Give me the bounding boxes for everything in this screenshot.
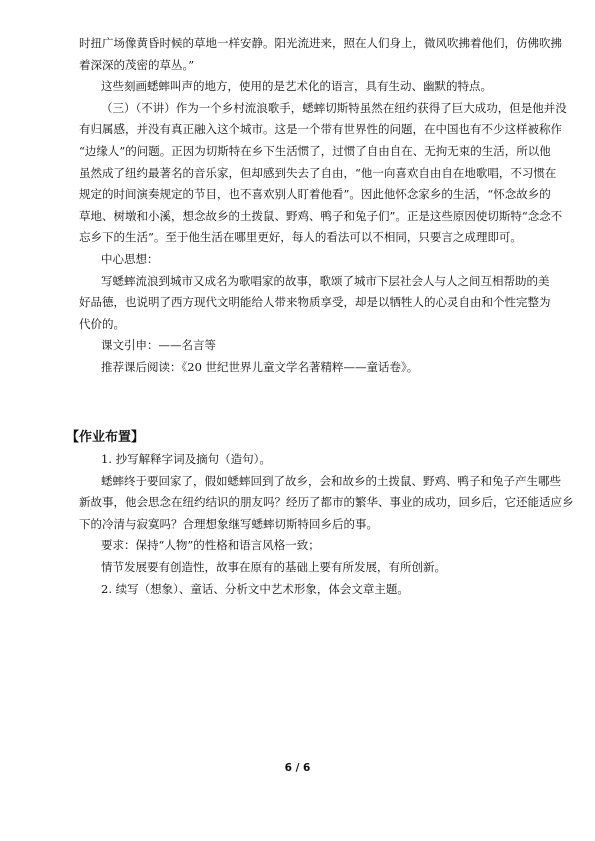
section-heading: 【作业布置】 xyxy=(66,430,145,445)
page-number: 6 / 6 xyxy=(284,762,311,774)
text-line: 新故事，他会思念在纽约结识的朋友吗？经历了都市的繁华、事业的成功，回乡后，它还能适应乡 xyxy=(79,495,574,510)
text-line: 着深深的茂密的草丛。” xyxy=(79,57,195,72)
text-line: 推荐课后阅读：《20 世纪世界儿童文学名著精粹——童话卷》。 xyxy=(101,359,419,374)
text-line: 课文引申：——名言等 xyxy=(101,338,216,353)
text-line: 规定的时间演奏规定的节目，也不喜欢别人盯着他看”。因此他怀念家乡的生活，“怀念故乡的 xyxy=(79,187,551,202)
text-line: （三）（不讲）作为一个乡村流浪歌手，蟋蟀切斯特虽然在纽约获得了巨大成功，但是他并没 xyxy=(101,100,567,115)
text-line: 情节发展要有创造性，故事在原有的基础上要有所发展，有所创新。 xyxy=(101,559,446,574)
text-line: 草地、树墩和小溪，想念故乡的土拨鼠、野鸡、鸭子和兔子们”。正是这些原因使切斯特“念念不 xyxy=(79,208,563,223)
lesson-text xyxy=(79,33,567,379)
text-line: 1. 抄写解释字词及摘句（造句）。 xyxy=(101,452,271,466)
text-line: “边缘人”的问题。正因为切斯特在乡下生活惯了，过惯了自由自在、无拘无束的生活，所以他 xyxy=(79,143,551,158)
text-line: 2. 续写（想象）、童话、分析文中艺术形象，体会文章主题。 xyxy=(101,581,409,596)
text-line: 这些刻画蟋蟀叫声的地方，使用的是艺术化的语言，具有生动、幽默的特点。 xyxy=(101,79,492,94)
homework-text xyxy=(79,449,574,600)
text-line: 虽然成了纽约最著名的音乐家，但却感到失去了自由，“他一向喜欢自由自在地歌唱，不习惯在 xyxy=(79,165,557,180)
text-line: 忘乡下的生活”。至于他生活在哪里更好，每人的看法可以不相同，只要言之成理即可。 xyxy=(79,230,522,245)
text-line: 好品德，也说明了西方现代文明能给人带来物质享受，却是以牺牲人的心灵自由和个性完整为 xyxy=(79,295,551,310)
text-line: 写蟋蟀流浪到城市又成名为歌唱家的故事，歌颂了城市下层社会人与人之间互相帮助的美 xyxy=(101,273,550,288)
text-line: 有归属感，并没有真正融入这个城市。这是一个带有世界性的问题，在中国也有不少这样被称作 xyxy=(79,122,562,137)
text-line: 时扭广场像黄昏时候的草地一样安静。阳光流进来，照在人们身上，微风吹拂着他们，仿佛吹拂 xyxy=(79,36,562,50)
text-line: 下的冷清与寂寞吗？合理想象继写蟋蟀切斯特回乡后的事。 xyxy=(79,516,378,531)
text-line: 中心思想： xyxy=(101,251,159,266)
text-line: 蟋蟀终于要回家了，假如蟋蟀回到了故乡，会和故乡的土拨鼠、野鸡、鸭子和兔子产生哪些 xyxy=(101,473,561,488)
text-line: 代价的。 xyxy=(79,316,125,331)
text-line: 要求：保持“人物”的性格和语言风格一致； xyxy=(101,538,320,553)
